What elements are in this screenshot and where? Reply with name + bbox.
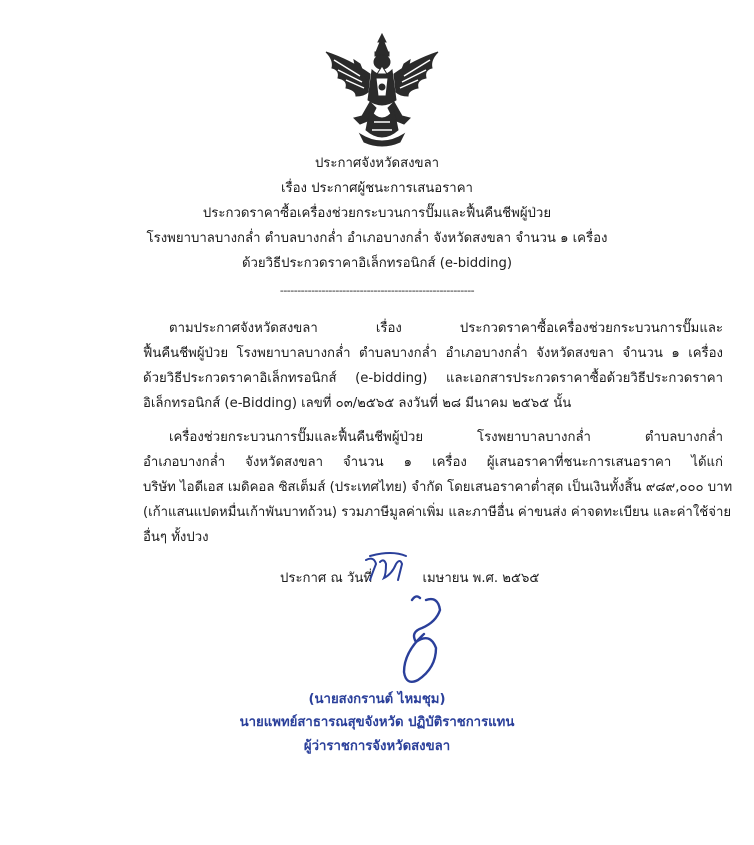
paragraph-line: ตามประกาศจังหวัดสงขลา เรื่อง ประกวดราคาซื้อเครื่องช่วยกระบวนการปั๊มและ bbox=[169, 321, 723, 336]
issued-month-year: เมษายน พ.ศ. ๒๕๖๕ bbox=[422, 571, 540, 586]
heading-method: ด้วยวิธีประกวดราคาอิเล็กทรอนิกส์ (e-bidding) bbox=[241, 256, 513, 271]
handwritten-day bbox=[362, 552, 410, 588]
signer-name: (นายสงกรานต์ ไหมชุม) bbox=[308, 692, 446, 707]
garuda-emblem-icon bbox=[320, 30, 444, 148]
heading-detail: โรงพยาบาลบางกล่ำ ตำบลบางกล่ำ อำเภอบางกล่ำ จังหวัดสงขลา จำนวน ๑ เครื่อง bbox=[146, 231, 608, 246]
paragraph-line: ด้วยวิธีประกวดราคาอิเล็กทรอนิกส์ (e-bidding) และเอกสารประกวดราคาซื้อด้วยวิธีประกวดราคา bbox=[143, 371, 723, 386]
paragraph-line: ฟื้นคืนชีพผู้ป่วย โรงพยาบาลบางกล่ำ ตำบลบางกล่ำ อำเภอบางกล่ำ จังหวัดสงขลา จำนวน ๑ เครื่อง bbox=[143, 346, 723, 361]
paragraph-line: อำเภอบางกล่ำ จังหวัดสงขลา จำนวน ๑ เครื่อง ผู้เสนอราคาที่ชนะการเสนอราคา ได้แก่ bbox=[143, 455, 723, 470]
divider-line: -------------------------------------------------------- bbox=[279, 284, 475, 297]
heading-province: ประกาศจังหวัดสงขลา bbox=[314, 156, 440, 171]
paragraph-reference bbox=[143, 316, 723, 416]
signature-mark bbox=[386, 592, 446, 688]
issued-prefix: ประกาศ ณ วันที่ bbox=[280, 571, 373, 586]
paragraph-line: เครื่องช่วยกระบวนการปั๊มและฟื้นคืนชีพผู้ป่วย โรงพยาบาลบางกล่ำ ตำบลบางกล่ำ bbox=[169, 430, 723, 445]
paragraph-award bbox=[143, 425, 733, 550]
paragraph-line: อิเล็กทรอนิกส์ (e-Bidding) เลขที่ ๐๓/๒๕๖๕ ลงวันที่ ๒๘ มีนาคม ๒๕๖๕ นั้น bbox=[143, 396, 572, 411]
paragraph-line: บริษัท ไอดีเอส เมดิคอล ซิสเต็มส์ (ประเทศไทย) จำกัด โดยเสนอราคาต่ำสุด เป็นเงินทั้งสิ้น ๙๘๙,๐๐๐ บาท bbox=[143, 480, 733, 495]
heading-subject: เรื่อง ประกาศผู้ชนะการเสนอราคา bbox=[281, 181, 473, 196]
paragraph-line: อื่นๆ ทั้งปวง bbox=[143, 530, 209, 545]
signer-position: นายแพทย์สาธารณสุขจังหวัด ปฏิบัติราชการแทน bbox=[239, 715, 515, 730]
signer-office: ผู้ว่าราชการจังหวัดสงขลา bbox=[303, 739, 451, 754]
heading-title: ประกวดราคาซื้อเครื่องช่วยกระบวนการปั๊มและฟื้นคืนชีพผู้ป่วย bbox=[202, 206, 552, 221]
paragraph-line: (เก้าแสนแปดหมื่นเก้าพันบาทถ้วน) รวมภาษีมูลค่าเพิ่ม และภาษีอื่น ค่าขนส่ง ค่าจดทะเบียน และค่าใช้จ่าย bbox=[143, 505, 732, 520]
